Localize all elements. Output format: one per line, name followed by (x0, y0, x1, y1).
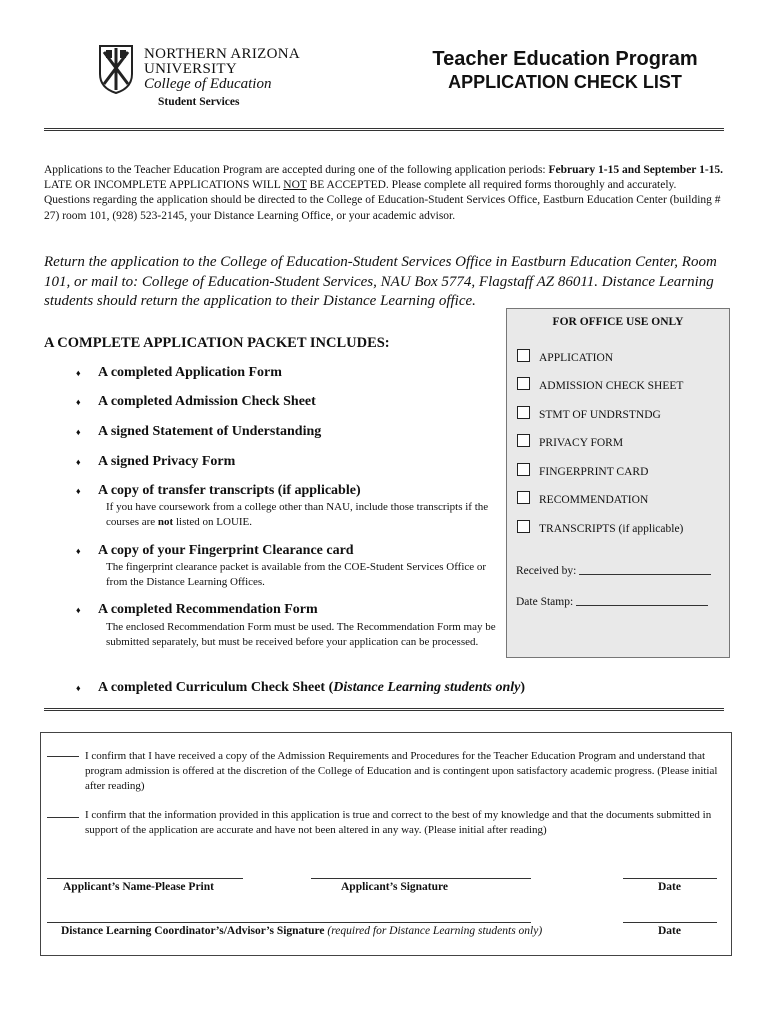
confirmation-box (40, 732, 732, 956)
student-services-label: Student Services (158, 96, 240, 108)
office-item-label: APPLICATION (539, 352, 614, 364)
date-stamp-label: Date Stamp: (516, 596, 574, 608)
packet-item-label: A completed Admission Check Sheet (98, 394, 316, 409)
checkbox-icon[interactable] (517, 520, 530, 533)
packet-item (76, 424, 496, 440)
diamond-bullet-icon: ♦ (76, 682, 81, 693)
packet-item (76, 365, 496, 381)
office-checkbox-item[interactable] (517, 434, 623, 449)
diamond-bullet-icon: ♦ (76, 396, 81, 407)
packet-heading: A COMPLETE APPLICATION PACKET INCLUDES: (44, 335, 390, 351)
checkbox-icon[interactable] (517, 463, 530, 476)
date-stamp-blank[interactable] (576, 594, 708, 606)
packet-item-label: A copy of your Fingerprint Clearance card (98, 543, 354, 558)
received-by-field[interactable] (516, 563, 711, 577)
checkbox-icon[interactable] (517, 377, 530, 390)
logo-text-line2: UNIVERSITY (144, 61, 237, 77)
coordinator-date-label: Date (658, 925, 681, 937)
office-use-heading: FOR OFFICE USE ONLY (552, 316, 684, 328)
applicant-date-line[interactable] (623, 878, 717, 879)
applicant-name-label: Applicant’s Name-Please Print (63, 881, 214, 893)
office-item-label: ADMISSION CHECK SHEET (539, 380, 684, 392)
applicant-date-label: Date (658, 881, 681, 893)
page-subtitle: APPLICATION CHECK LIST (448, 72, 682, 92)
office-checkbox-item[interactable] (517, 491, 648, 506)
diamond-bullet-icon: ♦ (76, 426, 81, 437)
office-checkbox-item[interactable] (517, 349, 613, 364)
applicant-name-line[interactable] (47, 878, 243, 879)
packet-item-label: A completed Application Form (98, 365, 282, 380)
packet-item-label: A completed Recommendation Form (98, 602, 318, 617)
intro-text: BE ACCEPTED. Please complete all required forms thoroughly and accurately. Questions regarding the application should be directed to the College of Education-Student Services Office, Eastburn Education Center (building # 27) room 101, (928) 523-2145, your Distance Learning Office, or your academic advisor. (44, 179, 721, 222)
confirmation-statement-1: I confirm that I have received a copy of the Admission Requirements and Procedures for the Teacher Education Program and understand that program admission is offered at the discretion of the College of Education and is contingent upon satisfactory academic progress. (Please initial after reading) (85, 750, 718, 792)
packet-item-label: A signed Privacy Form (98, 454, 236, 469)
packet-item (76, 454, 496, 470)
coordinator-label-text: Distance Learning Coordinator’s/Advisor’s Signature (61, 925, 325, 937)
received-by-blank[interactable] (579, 563, 711, 575)
diamond-bullet-icon: ♦ (76, 456, 81, 467)
section-divider (44, 708, 724, 711)
packet-item (76, 543, 496, 559)
logo-text-line3: College of Education (144, 76, 272, 92)
intro-emphasis: NOT (283, 179, 307, 192)
office-item-label: RECOMMENDATION (539, 494, 649, 506)
office-item-label: TRANSCRIPTS (if applicable) (539, 523, 684, 535)
applicant-signature-label: Applicant’s Signature (341, 881, 449, 893)
packet-item-label: A copy of transfer transcripts (if applicable) (98, 483, 361, 498)
return-instructions: Return the application to the College of Education-Student Services Office in Eastburn Education Center, Room 101, or mail to: College of Education-Student Services, NAU Box 5774, Flagstaff AZ 86011. Distance Learning students should return the application to their Distance Learning office. (44, 254, 717, 309)
initial-blank-2[interactable] (47, 805, 79, 818)
header-divider (44, 128, 724, 131)
packet-item (76, 602, 496, 618)
packet-item (76, 394, 496, 410)
recommendation-note: The enclosed Recommendation Form must be used. The Recommendation Form may be submitted separately, but must be received before your application can be processed. (106, 621, 496, 648)
intro-paragraph (44, 163, 724, 224)
coordinator-date-line[interactable] (623, 922, 717, 923)
logo-text-line1: NORTHERN ARIZONA (144, 46, 300, 62)
nau-logo (98, 44, 308, 100)
nau-shield-icon (98, 44, 134, 94)
page-title: Teacher Education Program (432, 48, 698, 70)
diamond-bullet-icon: ♦ (76, 604, 81, 615)
coordinator-signature-label (61, 925, 542, 937)
packet-item (76, 483, 496, 499)
note-emphasis: not (157, 516, 174, 528)
fingerprint-note: The fingerprint clearance packet is available from the COE-Student Services Office or from the Distance Learning Offices. (106, 561, 487, 588)
received-by-label: Received by: (516, 565, 577, 577)
checkbox-icon[interactable] (517, 434, 530, 447)
office-item-label: FINGERPRINT CARD (539, 466, 649, 478)
office-checkbox-item[interactable] (517, 377, 683, 392)
checkbox-icon[interactable] (517, 349, 530, 362)
office-checkbox-item[interactable] (517, 463, 648, 478)
transcripts-note (106, 500, 496, 530)
checkbox-icon[interactable] (517, 491, 530, 504)
confirmation-statement-2: I confirm that the information provided in this application is true and correct to the best of my knowledge and that the documents submitted in support of the application are accurate and have not been altered in any way. (Please initial after reading) (85, 809, 712, 836)
coordinator-label-note: (required for Distance Learning students only) (327, 925, 543, 937)
note-text: If you have coursework from a college other than NAU, include those transcripts if the courses are (106, 501, 489, 528)
packet-item-curriculum (76, 680, 636, 696)
office-item-label: PRIVACY FORM (539, 437, 624, 449)
coordinator-signature-line[interactable] (47, 922, 531, 923)
diamond-bullet-icon: ♦ (76, 545, 81, 556)
office-checkbox-item[interactable] (517, 406, 661, 421)
initial-blank-1[interactable] (47, 744, 79, 757)
diamond-bullet-icon: ♦ (76, 367, 81, 378)
office-item-label: STMT OF UNDRSTNDG (539, 409, 661, 421)
packet-item-label: A completed Curriculum Check Sheet ( (98, 680, 334, 695)
intro-text: Applications to the Teacher Education Program are accepted during one of the following application periods: (44, 164, 549, 176)
intro-text: LATE OR INCOMPLETE APPLICATIONS WILL (44, 179, 284, 192)
note-text: listed on LOUIE. (173, 516, 253, 528)
checkbox-icon[interactable] (517, 406, 530, 419)
date-stamp-field[interactable] (516, 594, 708, 608)
office-use-box (506, 308, 730, 658)
diamond-bullet-icon: ♦ (76, 485, 81, 496)
packet-item-label: ) (520, 680, 526, 695)
office-checkbox-item[interactable] (517, 520, 683, 535)
packet-item-label: A signed Statement of Understanding (98, 424, 322, 439)
packet-item-qualifier: Distance Learning students only (333, 680, 521, 695)
applicant-signature-line[interactable] (311, 878, 531, 879)
application-periods: February 1-15 and September 1-15. (548, 164, 724, 176)
